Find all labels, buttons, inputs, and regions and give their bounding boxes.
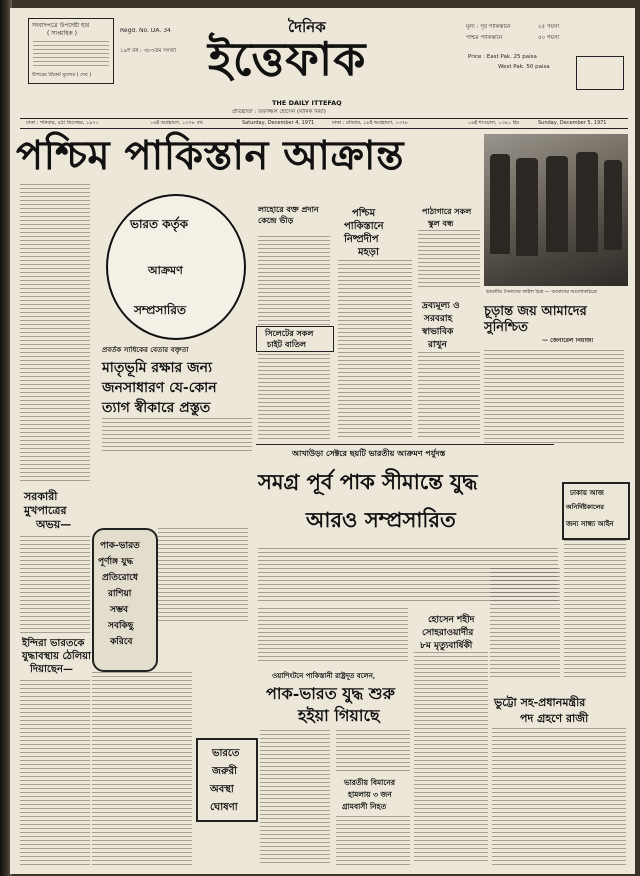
war-headline-2: হইয়া গিয়াছে (298, 706, 380, 725)
left-column-text-3 (20, 680, 90, 868)
price-bn-line-2: পশ্চিম পাকিস্তানে (466, 35, 503, 41)
banner-headline: পশ্চিম পাকিস্তান আক্রান্ত (16, 132, 405, 179)
frontier-headline-1: সমগ্র পূর্ব পাক সীমান্তে যুদ্ধ (258, 469, 478, 494)
sylhet-box (256, 326, 334, 352)
price-en-east: Price : East Pak. 25 paisa (468, 54, 537, 60)
russia-story-text (158, 528, 248, 624)
emergency-headline-4: ঘোষণা (210, 802, 238, 813)
air-raid-headline-3: গ্রামবাসী নিহত (342, 802, 387, 811)
ad-box-right (576, 56, 624, 90)
govt-spokesman-headline-2: মুখপাত্রের (24, 504, 67, 517)
war-headline-1: পাক-ভারত যুদ্ধ শুরু (266, 684, 395, 703)
bhutto-story-text (492, 728, 626, 866)
school-headline-2: স্কুল বন্ধ (428, 218, 454, 228)
right-column-text-1 (564, 540, 626, 680)
indira-headline-2: যুদ্ধাবস্থায় ঠেলিয়া (22, 651, 91, 662)
school-headline-1: পাঠাগারে সকল (422, 206, 472, 216)
emblem-text-top: ভারত কর্তৃক (130, 217, 188, 231)
suhrawardy-headline-3: ৮ম মৃত্যুবার্ষিকী (420, 641, 473, 651)
supply-headline-3: স্বাভাবিক (422, 327, 454, 337)
dateline-center: ঢাকা : রবিবার, ১৮ই অগ্রহায়ণ, ১৩৭৮ (332, 120, 409, 126)
russia-headline-5: সম্ভব (110, 605, 129, 615)
russia-headline-7: করিবে (110, 637, 133, 647)
frontier-story-text-2 (258, 608, 408, 662)
dateline-bottom-rule (20, 128, 628, 129)
sylhet-story-text (258, 354, 330, 440)
masthead-founder: প্রতিষ্ঠাতা : তফাজ্জল হোসেন (মানিক মিয়া) (232, 109, 326, 115)
volume-number: ১৯শ বর্ষ : ৩৮৩তম সংখ্যা (120, 48, 177, 54)
photo-soldier-3 (546, 156, 568, 252)
left-notice-table (33, 41, 109, 69)
dhaka-ordinance-headline-1: ঢাকায় আজ (570, 488, 604, 497)
left-column-text-2 (20, 536, 90, 634)
price-en-west: West Pak. 50 paisa (498, 64, 550, 70)
school-story-text (418, 230, 480, 288)
dhaka-ordinance-headline-2: অনির্দিষ্টকালের (566, 503, 605, 511)
lahore-story-text (258, 236, 330, 326)
dateline-right: ১৬ই শাওয়াল, ১৩৯১ হিঃ (468, 120, 520, 126)
suhrawardy-story-text (414, 652, 488, 864)
center-left-text (92, 672, 192, 868)
newspaper-page (10, 8, 635, 874)
frontier-top-rule (256, 444, 554, 445)
masthead-english-name: THE DAILY ITTEFAQ (272, 100, 342, 106)
left-notice-line-1: সংবাদপত্রে উপদেষ্টা হার (32, 22, 90, 29)
motherland-headline-2: জনসাধারণ যে-কোন (102, 380, 217, 396)
left-notice-bottom: উপরের টিকেট মূল্যের ( দেব ) (32, 72, 92, 78)
war-kicker: ওয়াশিংটনে পাকিস্তানী রাষ্ট্রদূত বলেন, (272, 671, 376, 680)
supply-headline-4: রাখুন (428, 340, 447, 350)
sylhet-headline-1: সিলেটের সকল (265, 328, 314, 338)
victory-headline: চূড়ান্ত জয় আমাদের সুনিশ্চিত (484, 304, 587, 335)
photo-soldier-2 (516, 158, 538, 256)
dateline-en-left: Saturday, December 4, 1971 (242, 120, 315, 126)
suhrawardy-headline-2: সোহরাওয়ার্দীর (422, 628, 474, 638)
emergency-headline-2: জরুরী (212, 766, 237, 777)
price-bn-value-2: ৫০ পয়সা (538, 35, 560, 41)
west-pak-story-text (338, 260, 412, 440)
west-pak-headline-3: নিষ্প্রদীপ (344, 234, 379, 245)
dateline-left: ঢাকা : শনিবার, ৪ঠা ডিসেম্বর, ১৯৭১ (26, 120, 99, 126)
dateline-top-rule (20, 118, 628, 119)
west-pak-headline-2: পাকিস্তানে (344, 221, 384, 232)
sylhet-headline-2: চাইট বাতিল (267, 339, 306, 349)
photo-soldier-4 (576, 152, 598, 252)
dateline-left-2: ১৬ই অগ্রহায়ণ, ১৩৭৮ বাং (150, 120, 203, 126)
indira-headline-1: ইন্দিরা ভারতকে (22, 638, 85, 649)
left-column-text-1 (20, 184, 90, 484)
supply-story-text (418, 352, 480, 440)
left-notice-line-2: ( সাপ্তাহিক ) (47, 30, 77, 37)
photo-caption: ভারতীয় সৈন্যদের ফাইল চিত্র — আমাদের আলোকচিত্রে (486, 289, 597, 295)
war-story-text-2 (336, 730, 410, 774)
motherland-story-text (102, 418, 252, 454)
bhutto-headline-2: পদ গ্রহণে রাজী (520, 712, 589, 725)
war-story-text (260, 730, 330, 866)
photo-soldier-1 (490, 154, 510, 254)
emergency-box (196, 738, 258, 822)
frontier-kicker: আখাউড়া সেক্টরে ছয়টি ভারতীয় আক্রমণ পর্যুদস্ত (292, 448, 446, 458)
emblem-text-bottom: সম্প্রসারিত (134, 303, 186, 317)
dateline-en-right: Sunday, December 5, 1971 (538, 120, 607, 126)
air-raid-headline-1: ভারতীয় বিমানের (344, 778, 395, 787)
lahore-headline: লাহোরে বক্ত প্রদান কেন্দ্রে ভীড় (258, 204, 319, 225)
russia-headline-6: সবকিছু (108, 621, 134, 631)
air-raid-story-text (336, 816, 410, 866)
emergency-headline-1: ভারতে (212, 748, 240, 759)
indira-headline-3: দিয়াছেন— (30, 664, 73, 675)
dhaka-ordinance-box (562, 482, 630, 540)
motherland-headline-3: ত্যাগ স্বীকারে প্রস্তুত (102, 400, 211, 416)
west-pak-headline-4: মহড়া (358, 247, 379, 258)
west-pak-headline-1: পশ্চিম (352, 208, 376, 219)
center-right-text (490, 568, 560, 680)
govt-spokesman-headline-3: অভয়— (36, 518, 72, 531)
emblem-map (106, 194, 246, 340)
dhaka-ordinance-headline-3: জন্য সান্ধ্য আইন (566, 519, 614, 528)
supply-headline-1: দ্রব্যমূল্য ও (422, 301, 460, 311)
russia-headline-1: পাক-ভারত (100, 541, 140, 551)
supply-headline-2: সরবরাহ (424, 314, 453, 324)
soldiers-photo (484, 134, 628, 286)
victory-byline: — জেনারেল নিয়াজী (542, 338, 594, 344)
motherland-headline-1: মাতৃভূমি রক্ষার জন্য (102, 360, 213, 376)
russia-headline-4: রাশিয়া (108, 589, 132, 599)
russia-headline-2: পূর্ণাঙ্গ যুদ্ধ (98, 557, 134, 567)
price-bn-line-1: মূল্য : পূর্ব পাকিস্তানে (466, 24, 511, 30)
price-bn-value-1: ২৫ পয়সা (538, 24, 560, 30)
president-speech-kicker: প্রবর্তক সাধিকের বেতার বক্তৃতা (102, 346, 189, 354)
govt-spokesman-headline-1: সরকারী (24, 490, 58, 503)
emergency-headline-3: অবস্থা (210, 784, 234, 795)
russia-headline-3: প্রতিরোধে (102, 573, 138, 583)
russia-box (92, 528, 158, 672)
masthead-title: ইত্তেফাক (208, 32, 367, 86)
air-raid-headline-2: হামলায় ৩ জন (348, 790, 392, 799)
emblem-text-middle: আক্রমণ (148, 264, 183, 277)
photo-soldier-5 (604, 160, 622, 250)
suhrawardy-headline-1: হোসেন শহীদ (428, 615, 475, 625)
victory-story-text (484, 350, 624, 446)
frontier-headline-2: আরও সম্প্রসারিত (306, 507, 456, 532)
left-notice-box (28, 18, 114, 84)
masthead-prefix: দৈনিক (288, 18, 326, 36)
regd-number: Regd. No. DA. 34 (120, 28, 171, 34)
bhutto-headline-1: ভুট্টো সহ-প্রধানমন্ত্রীর (494, 696, 586, 709)
